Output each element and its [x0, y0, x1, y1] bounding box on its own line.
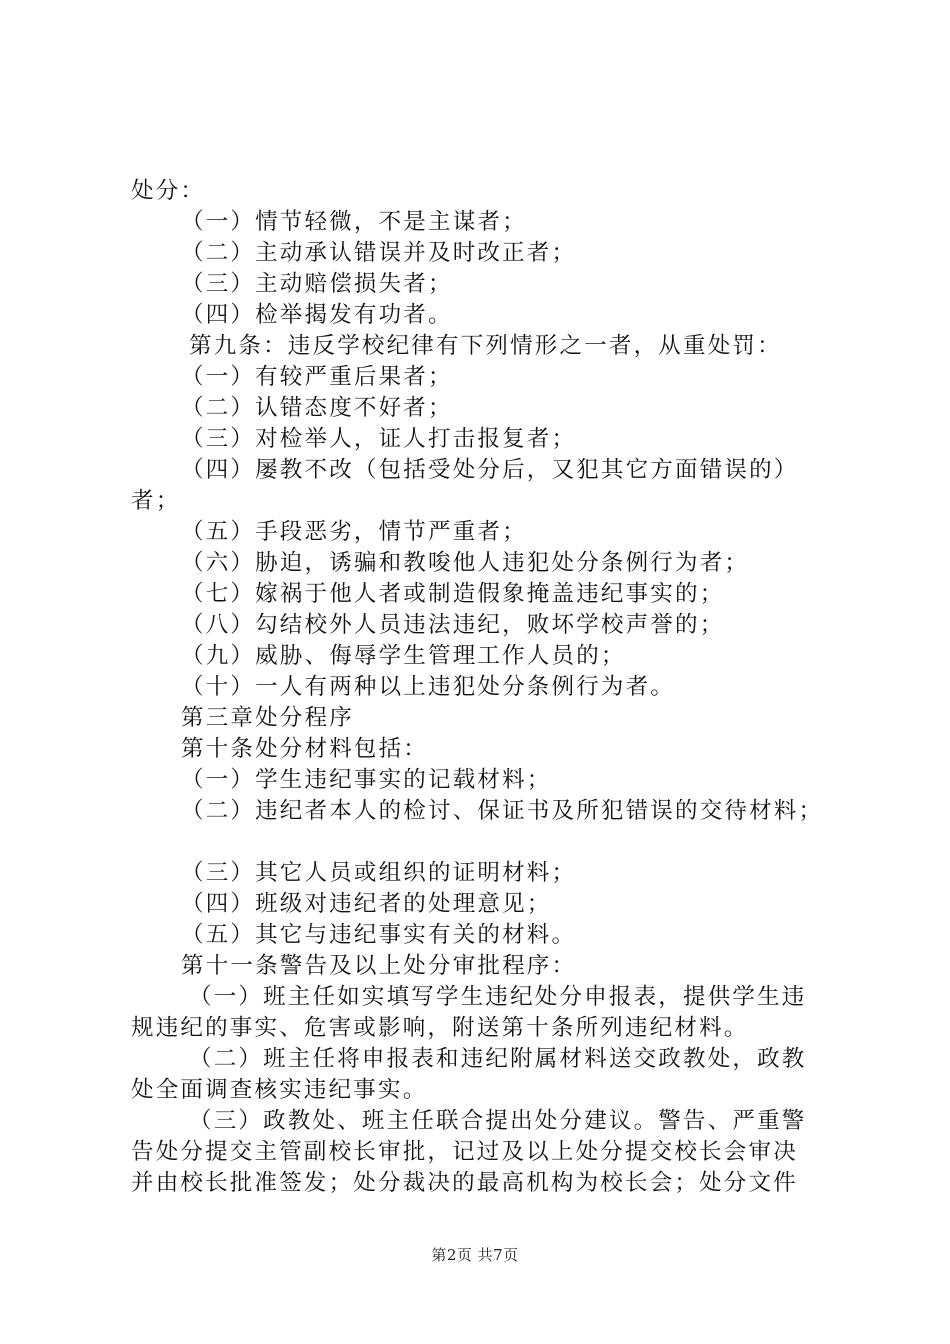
text-line: 规违纪的事实、危害或影响，附送第十条所列违纪材料。: [131, 1015, 749, 1041]
chapter-heading: 第三章处分程序: [181, 705, 354, 731]
text-line: 告处分提交主管副校长审批，记过及以上处分提交校长会审决: [131, 1139, 798, 1165]
text-line: （二）违纪者本人的检讨、保证书及所犯错误的交待材料；: [181, 798, 824, 824]
text-line: （七）嫁祸于他人者或制造假象掩盖违纪事实的；: [181, 581, 725, 607]
text-line: （六）胁迫，诱骗和教唆他人违犯处分条例行为者；: [181, 550, 750, 576]
text-line: 处分：: [131, 178, 206, 204]
text-line: （一）情节轻微，不是主谋者；: [181, 209, 527, 235]
article-heading: 第九条：违反学校纪律有下列情形之一者，从重处罚：: [189, 333, 782, 359]
text-line: 者；: [131, 488, 181, 514]
text-line: （十）一人有两种以上违犯处分条例行为者。: [181, 674, 676, 700]
article-heading: 第十条处分材料包括：: [181, 736, 429, 762]
text-line: （八）勾结校外人员违法违纪，败坏学校声誉的；: [181, 612, 725, 638]
text-line: （四）屡教不改（包括受处分后，又犯其它方面错误的）: [181, 457, 799, 483]
text-line: （四）班级对违纪者的处理意见；: [181, 891, 552, 917]
text-line: （二）班主任将申报表和违纪附属材料送交政教处，政教: [189, 1046, 807, 1072]
text-line: （一）有较严重后果者；: [181, 364, 453, 390]
text-line: （三）对检举人，证人打击报复者；: [181, 426, 577, 452]
text-line: （一）学生违纪事实的记载材料；: [181, 767, 552, 793]
blank-line: [131, 827, 851, 858]
text-line: 并由校长批准签发；处分裁决的最高机构为校长会；处分文件: [131, 1170, 798, 1196]
text-line: 处全面调查核实违纪事实。: [131, 1077, 428, 1103]
text-line: （五）其它与违纪事实有关的材料。: [181, 922, 577, 948]
article-heading: 第十一条警告及以上处分审批程序：: [181, 953, 577, 979]
text-line: （五）手段恶劣，情节严重者；: [181, 519, 527, 545]
text-line: （四）检举揭发有功者。: [181, 302, 453, 328]
text-line: （九）威胁、侮辱学生管理工作人员的；: [181, 643, 626, 669]
text-line: （三）其它人员或组织的证明材料；: [181, 860, 577, 886]
text-line: （一）班主任如实填写学生违纪处分申报表，提供学生违: [189, 984, 807, 1010]
text-line: （三）政教处、班主任联合提出处分建议。警告、严重警: [189, 1108, 807, 1134]
page-number-footer: 第2页 共7页: [431, 1246, 519, 1264]
text-line: （三）主动赔偿损失者；: [181, 271, 453, 297]
text-line: （二）主动承认错误并及时改正者；: [181, 240, 577, 266]
text-line: （二）认错态度不好者；: [181, 395, 453, 421]
document-body: [131, 176, 851, 1199]
